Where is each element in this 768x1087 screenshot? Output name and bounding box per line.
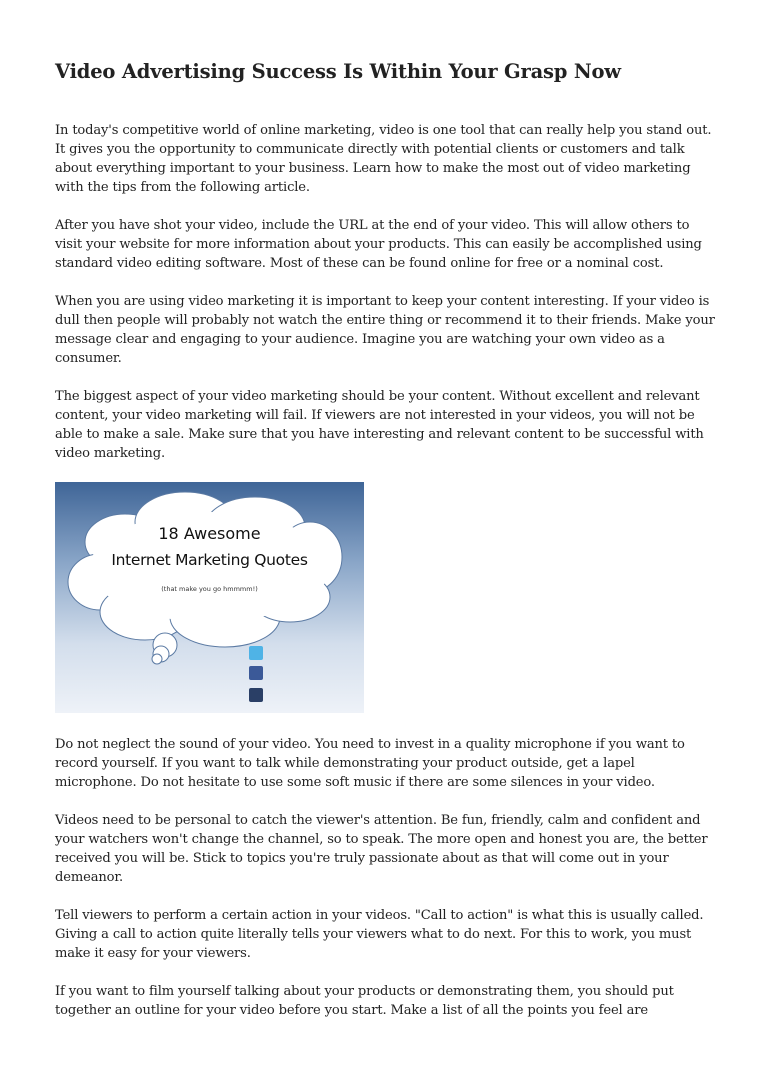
- paragraph-line: visit your website for more information about your products. This can easily be accomplished using: [55, 237, 702, 252]
- image-subtitle: (that make you go hmmmm!): [161, 585, 258, 593]
- paragraph: [55, 982, 735, 1020]
- paragraph: [55, 387, 735, 463]
- paragraph-line: about everything important to your business. Learn how to make the most out of video marketing: [55, 161, 691, 176]
- thought-cloud-icon: [55, 482, 364, 713]
- paragraph-line: your watchers won't change the channel, so to speak. The more open and honest you are, the better: [55, 832, 708, 847]
- facebook-icon: [249, 666, 263, 680]
- paragraph-line: microphone. Do not hesitate to use some soft music if there are some silences in your video.: [55, 775, 655, 790]
- paragraph-line: demeanor.: [55, 870, 124, 885]
- link-icon: [249, 688, 263, 702]
- page-title: Video Advertising Success Is Within Your Grasp Now: [55, 60, 621, 83]
- paragraph-line: Giving a call to action quite literally tells your viewers what to do next. For this to work, you must: [55, 927, 692, 942]
- paragraph-line: dull then people will probably not watch the entire thing or recommend it to their friends. Make your: [55, 313, 715, 328]
- paragraph: [55, 735, 735, 792]
- paragraph: [55, 906, 735, 963]
- paragraph-line: It gives you the opportunity to communicate directly with potential clients or customers and talk: [55, 142, 685, 157]
- paragraph: [55, 292, 735, 368]
- paragraph-line: When you are using video marketing it is important to keep your content interesting. If your video is: [55, 294, 710, 309]
- paragraph-line: make it easy for your viewers.: [55, 946, 251, 961]
- paragraph: [55, 121, 735, 197]
- paragraph-line: standard video editing software. Most of these can be found online for free or a nominal cost.: [55, 256, 664, 271]
- paragraph-line: record yourself. If you want to talk while demonstrating your product outside, get a lapel: [55, 756, 635, 771]
- paragraph-line: If you want to film yourself talking about your products or demonstrating them, you should put: [55, 984, 674, 999]
- paragraph-line: Do not neglect the sound of your video. You need to invest in a quality microphone if you want to: [55, 737, 685, 752]
- paragraph-line: video marketing.: [55, 446, 165, 461]
- paragraph-line: After you have shot your video, include the URL at the end of your video. This will allow others to: [55, 218, 690, 233]
- paragraph-line: message clear and engaging to your audience. Imagine you are watching your own video as a: [55, 332, 665, 347]
- paragraph: [55, 811, 735, 887]
- paragraph-line: In today's competitive world of online marketing, video is one tool that can really help you stand out.: [55, 123, 712, 138]
- article-image: [55, 482, 364, 713]
- paragraph-line: Videos need to be personal to catch the viewer's attention. Be fun, friendly, calm and confident and: [55, 813, 701, 828]
- paragraph-line: with the tips from the following article.: [55, 180, 310, 195]
- paragraphs-after: [55, 735, 735, 1020]
- image-heading-line2: Internet Marketing Quotes: [111, 551, 308, 569]
- twitter-icon: [249, 646, 263, 660]
- paragraph-line: The biggest aspect of your video marketing should be your content. Without excellent and relevant: [55, 389, 700, 404]
- paragraph-line: Tell viewers to perform a certain action in your videos. "Call to action" is what this is usually called.: [55, 908, 704, 923]
- paragraph-line: received you will be. Stick to topics you're truly passionate about as that will come out in your: [55, 851, 669, 866]
- article-body: [55, 121, 735, 1039]
- paragraph-line: content, your video marketing will fail. If viewers are not interested in your videos, you will not be: [55, 408, 695, 423]
- paragraphs-before: [55, 121, 735, 463]
- paragraph: [55, 216, 735, 273]
- paragraph-line: together an outline for your video before you start. Make a list of all the points you feel are: [55, 1003, 648, 1018]
- image-heading-line1: 18 Awesome: [158, 524, 261, 543]
- paragraph-line: consumer.: [55, 351, 122, 366]
- paragraph-line: able to make a sale. Make sure that you have interesting and relevant content to be successful with: [55, 427, 704, 442]
